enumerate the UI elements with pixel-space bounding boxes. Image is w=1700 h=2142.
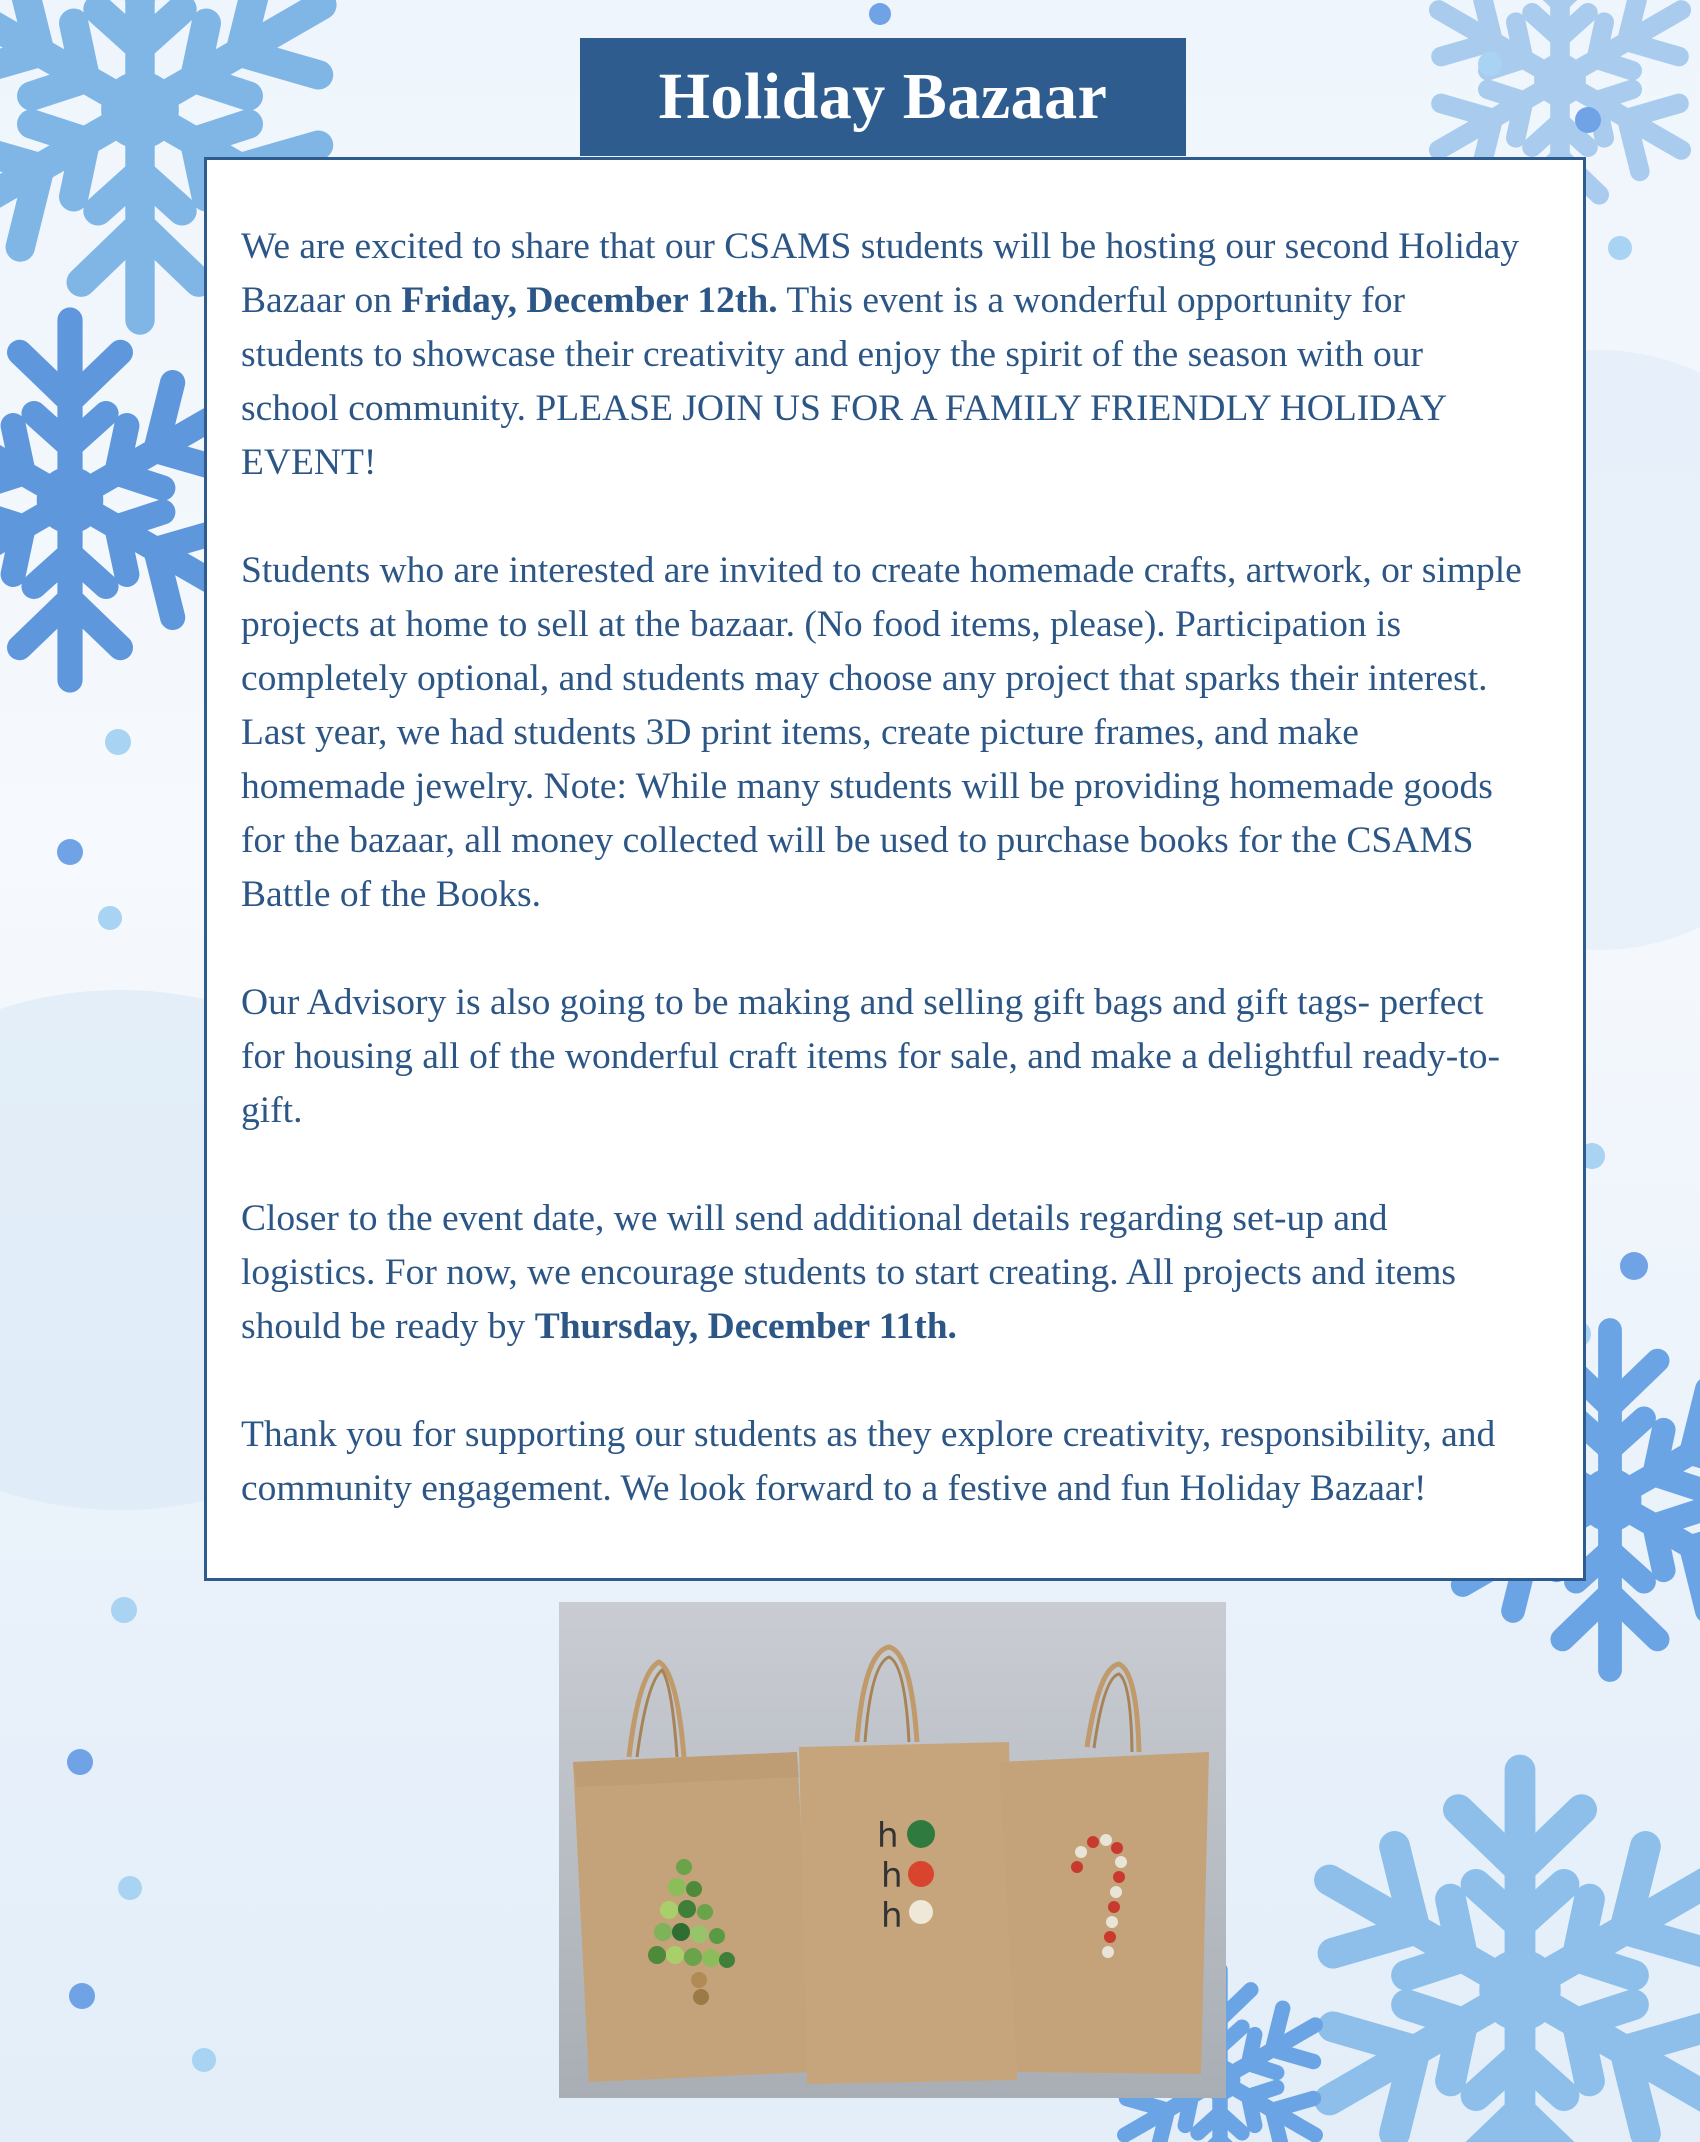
bag-letter-1: h — [877, 1816, 899, 1856]
page-title: Holiday Bazaar — [580, 38, 1186, 156]
intro-text: We are excited to share that our CSAMS students will be hosting our second Holiday Bazaar on — [241, 226, 1520, 321]
announcement-card — [204, 157, 1586, 1581]
deadline-text: Closer to the event date, we will send additional details regarding set-up and logistics. For now, we encourage students to start creating. All projects and items should be ready by — [241, 1198, 1457, 1347]
bazaar-date: Friday, December 12th. — [401, 280, 778, 321]
green-button-icon — [907, 1820, 935, 1848]
bag-letter-3: h — [881, 1896, 903, 1936]
intro-text-cont: This event is a wonderful opportunity for students to showcase their creativity and enjoy the spirit of the season with our school community. PLEASE JOIN US FOR A FAMILY FRIENDLY HOLIDAY EVENT! — [241, 280, 1446, 483]
paragraph-advisory: Our Advisory is also going to be making and selling gift bags and gift tags- perfect for housing all of the wonderful craft items for sale, and make a delightful ready-to-gift. — [241, 982, 1500, 1131]
snowflake-bottom-right — [1299, 1770, 1700, 2142]
paragraph-deadline — [241, 1192, 1525, 1354]
bag-letter-2: h — [881, 1856, 903, 1896]
deadline-date: Thursday, December 11th. — [534, 1306, 957, 1347]
white-button-icon — [909, 1900, 933, 1924]
red-button-icon — [908, 1861, 934, 1887]
paragraph-thanks: Thank you for supporting our students as they explore creativity, responsibility, and community engagement. We look forward to a festive and fun Holiday Bazaar! — [241, 1414, 1496, 1509]
gift-bags-photo — [559, 1602, 1226, 2098]
paragraph-intro — [241, 220, 1525, 490]
paragraph-participation: Students who are interested are invited to create homemade crafts, artwork, or simple projects at home to sell at the bazaar. (No food items, please). Participation is completely optional, and students may choose any project that sparks their interest. Last year, we had students 3D print items, create picture frames, and make homemade jewelry. Note: While many students will be providing homemade goods for the bazaar, all money collected will be used to purchase books for the CSAMS Battle of the Books. — [241, 550, 1522, 915]
